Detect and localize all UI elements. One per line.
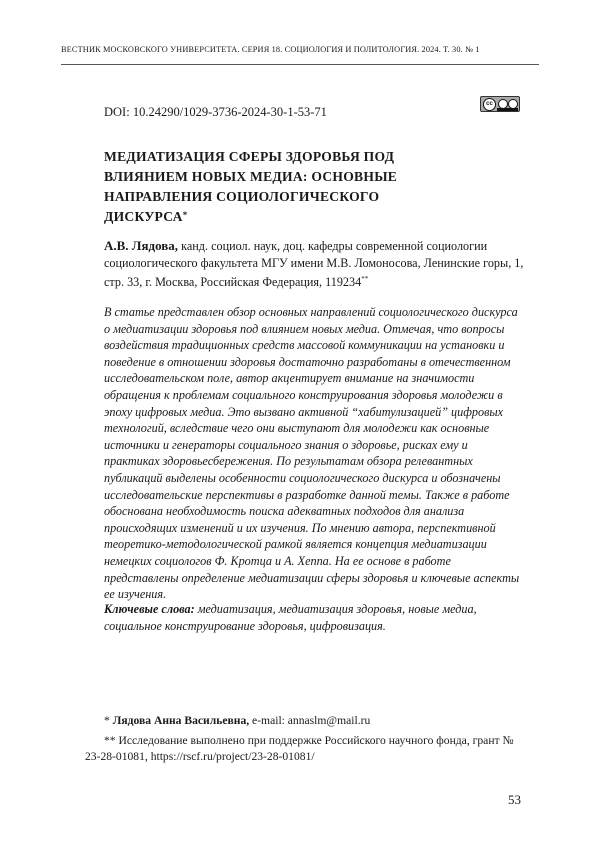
cc-logo-icon: cc (483, 98, 496, 111)
author-affiliation: канд. социол. наук, доц. кафедры современной социологии социологического факультета МГУ имени М.В. Ломоносова, Ленинские горы, 1, стр. 33, г. Москва, Российская Федерация, 119234 (104, 239, 524, 290)
footnote-funding (85, 733, 525, 764)
doi: DOI: 10.24290/1029-3736-2024-30-1-53-71 (104, 105, 327, 119)
title-footnote-mark: * (182, 210, 188, 220)
footnote-author (104, 713, 524, 729)
author-footnote-mark: ** (361, 275, 369, 283)
running-head: ВЕСТНИК МОСКОВСКОГО УНИВЕРСИТЕТА. СЕРИЯ 18. СОЦИОЛОГИЯ И ПОЛИТОЛОГИЯ. 2024. Т. 30. № 1 (61, 45, 480, 54)
keywords (104, 601, 522, 634)
author-block (104, 238, 524, 291)
cc-by-nc-icon (480, 96, 520, 112)
footnote-email: e-mail: annaslm@mail.ru (249, 714, 371, 727)
license-strip (497, 108, 518, 111)
author-name: А.В. Лядова, (104, 238, 179, 253)
article-title-text: МЕДИАТИЗАЦИЯ СФЕРЫ ЗДОРОВЬЯ ПОД ВЛИЯНИЕМ НОВЫХ МЕДИА: ОСНОВНЫЕ НАПРАВЛЕНИЯ СОЦИОЛОГИЧЕСКОГО ДИСКУРСА (104, 149, 398, 224)
abstract: В статье представлен обзор основных направлений социологического дискурса о медиатизации здоровья под влиянием новых медиа. Отмечая, что вопросы воздействия традиционных средств массовой коммуникации на установки и поведение в отношении здоровья достаточно разработаны в отечественном исследовательском поле, автор акцентирует внимание на значимости обращения к проблемам социального конструирования здоровья молодежи в эпоху цифровых медиа. Это вызвано активной “хабитулизацией” цифровых технологий, вследствие чего они выступают для молодежи как основные источники и генераторы социального знания о здоровье, рисках ему и практиках здоровьесбережения. По результатам обзора релевантных публикаций выделены особенности социологического дискурса и обозначены исследовательские перспективы в разработке данной темы. Также в работе обоснована необходимость поиска адекватных подходов для анализа происходящих изменений и их изучения. По мнению автора, перспективной теоретико-методологической рамкой является концепция медиатизации немецких социологов Ф. Кротца и А. Хеппа. На ее основе в работе представлены определение медиатизации сферы здоровья и ключевые аспекты ее изучения. (104, 305, 520, 602)
page-number: 53 (508, 792, 521, 807)
keywords-label: Ключевые слова: (104, 602, 195, 616)
footnote-mark: * (104, 714, 110, 727)
keywords-text: медиатизация, медиатизация здоровья, новые медиа, социальное конструирование здоровья, цифровизация. (104, 602, 477, 633)
footnote-funding-text: Исследование выполнено при поддержке Российского научного фонда, грант № 23-28-01081, https://rscf.ru/project/23-28-01081/ (85, 734, 514, 763)
article-title (104, 147, 424, 227)
footnote-author-name: Лядова Анна Васильевна, (112, 714, 250, 727)
footnote-mark: ** (104, 734, 116, 747)
header-divider (61, 64, 539, 65)
